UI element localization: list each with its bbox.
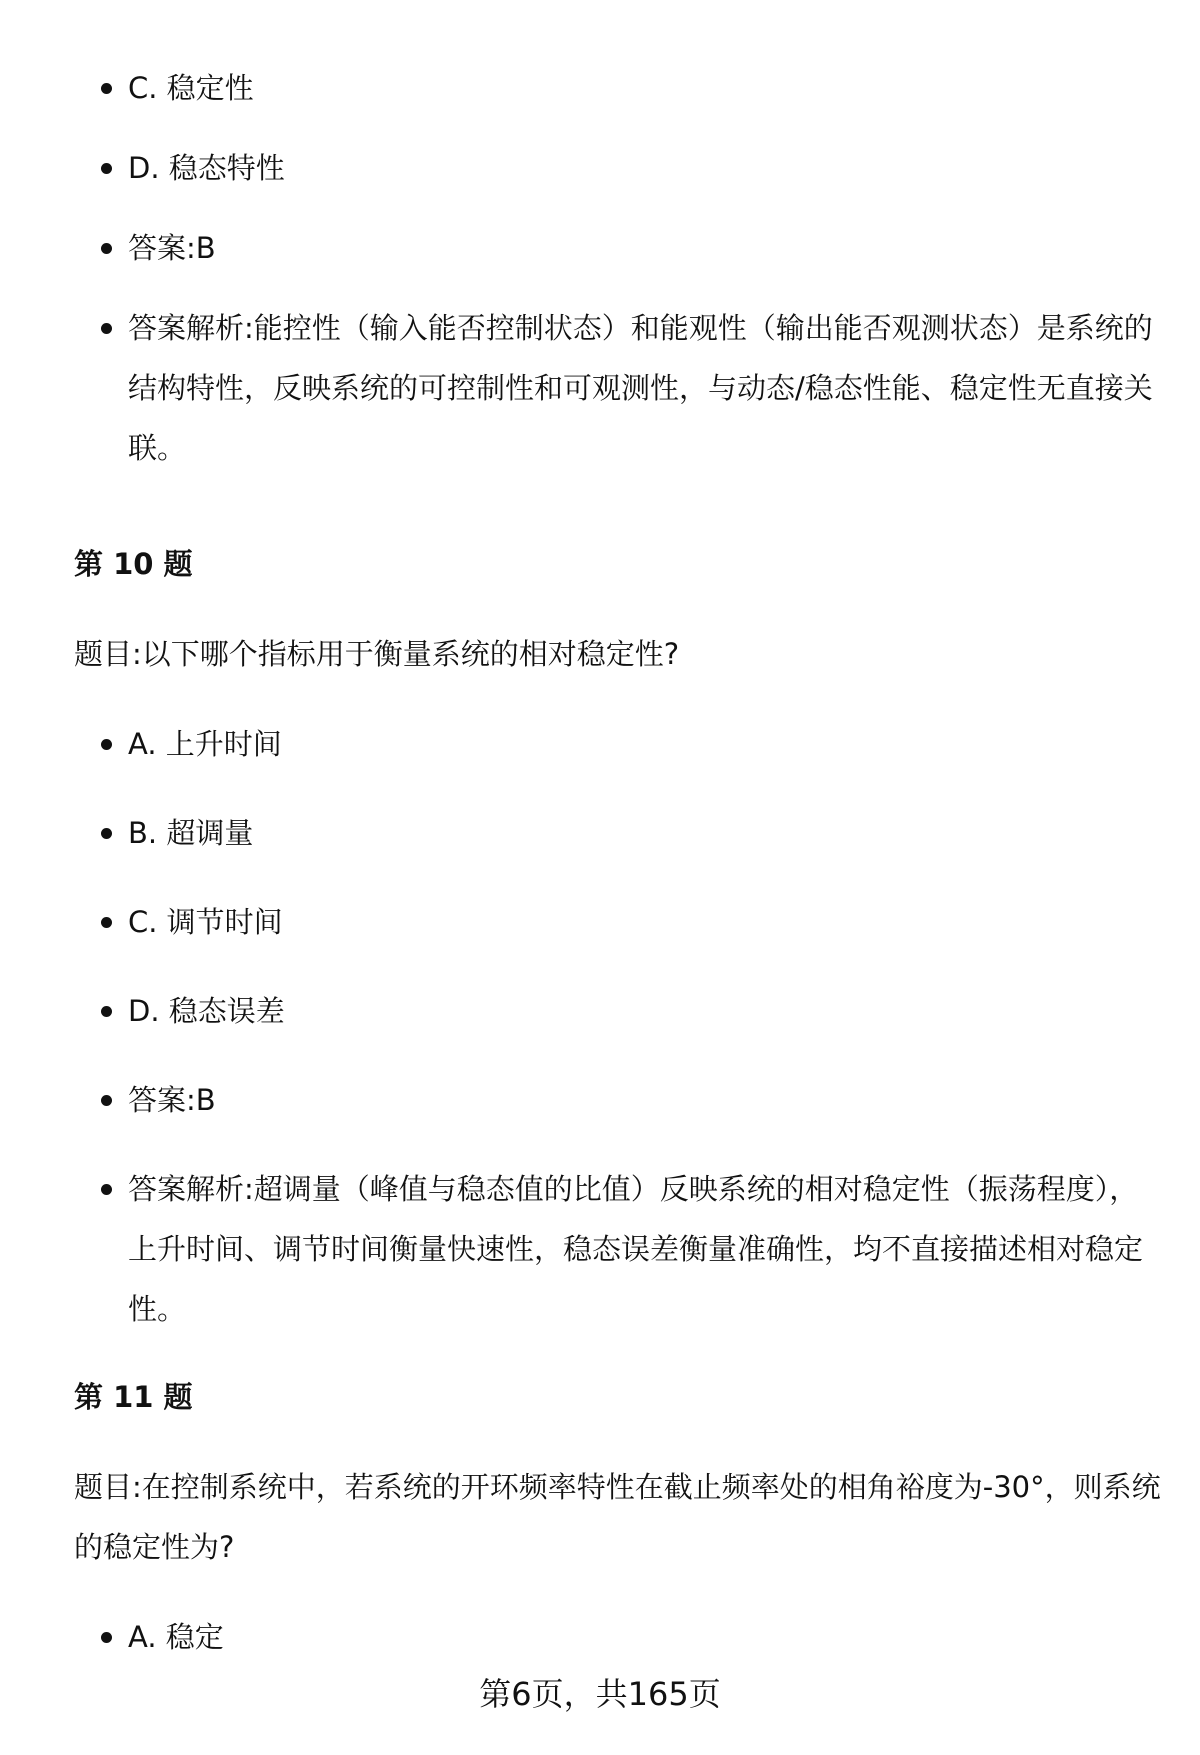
answer: 答案:B [128, 218, 1160, 278]
option-d: D. 稳态误差 [128, 981, 1160, 1041]
question-stem-10: 题目:以下哪个指标用于衡量系统的相对稳定性? [74, 637, 680, 671]
option-b: B. 超调量 [128, 803, 1160, 863]
option-a: A. 稳定 [128, 1607, 1160, 1667]
option-c: C. 调节时间 [128, 892, 1160, 952]
option-a: A. 上升时间 [128, 714, 1160, 774]
question-heading-10: 第 10 题 [74, 547, 193, 581]
option-d: D. 稳态特性 [128, 138, 1160, 198]
question-heading-11: 第 11 题 [74, 1380, 193, 1414]
answer-explanation: 答案解析:超调量（峰值与稳态值的比值）反映系统的相对稳定性（振荡程度），上升时间、调节时间衡量快速性，稳态误差衡量准确性，均不直接描述相对稳定性。 [128, 1159, 1160, 1339]
page-footer: 第6页，共165页 [479, 1675, 721, 1713]
answer-explanation: 答案解析:能控性（输入能否控制状态）和能观性（输出能否观测状态）是系统的结构特性，反映系统的可控制性和可观测性，与动态/稳态性能、稳定性无直接关联。 [128, 298, 1160, 478]
option-c: C. 稳定性 [128, 58, 1160, 118]
answer: 答案:B [128, 1070, 1160, 1130]
question-stem-11: 题目:在控制系统中，若系统的开环频率特性在截止频率处的相角裕度为-30°，则系统的稳定性为? [74, 1470, 1161, 1564]
